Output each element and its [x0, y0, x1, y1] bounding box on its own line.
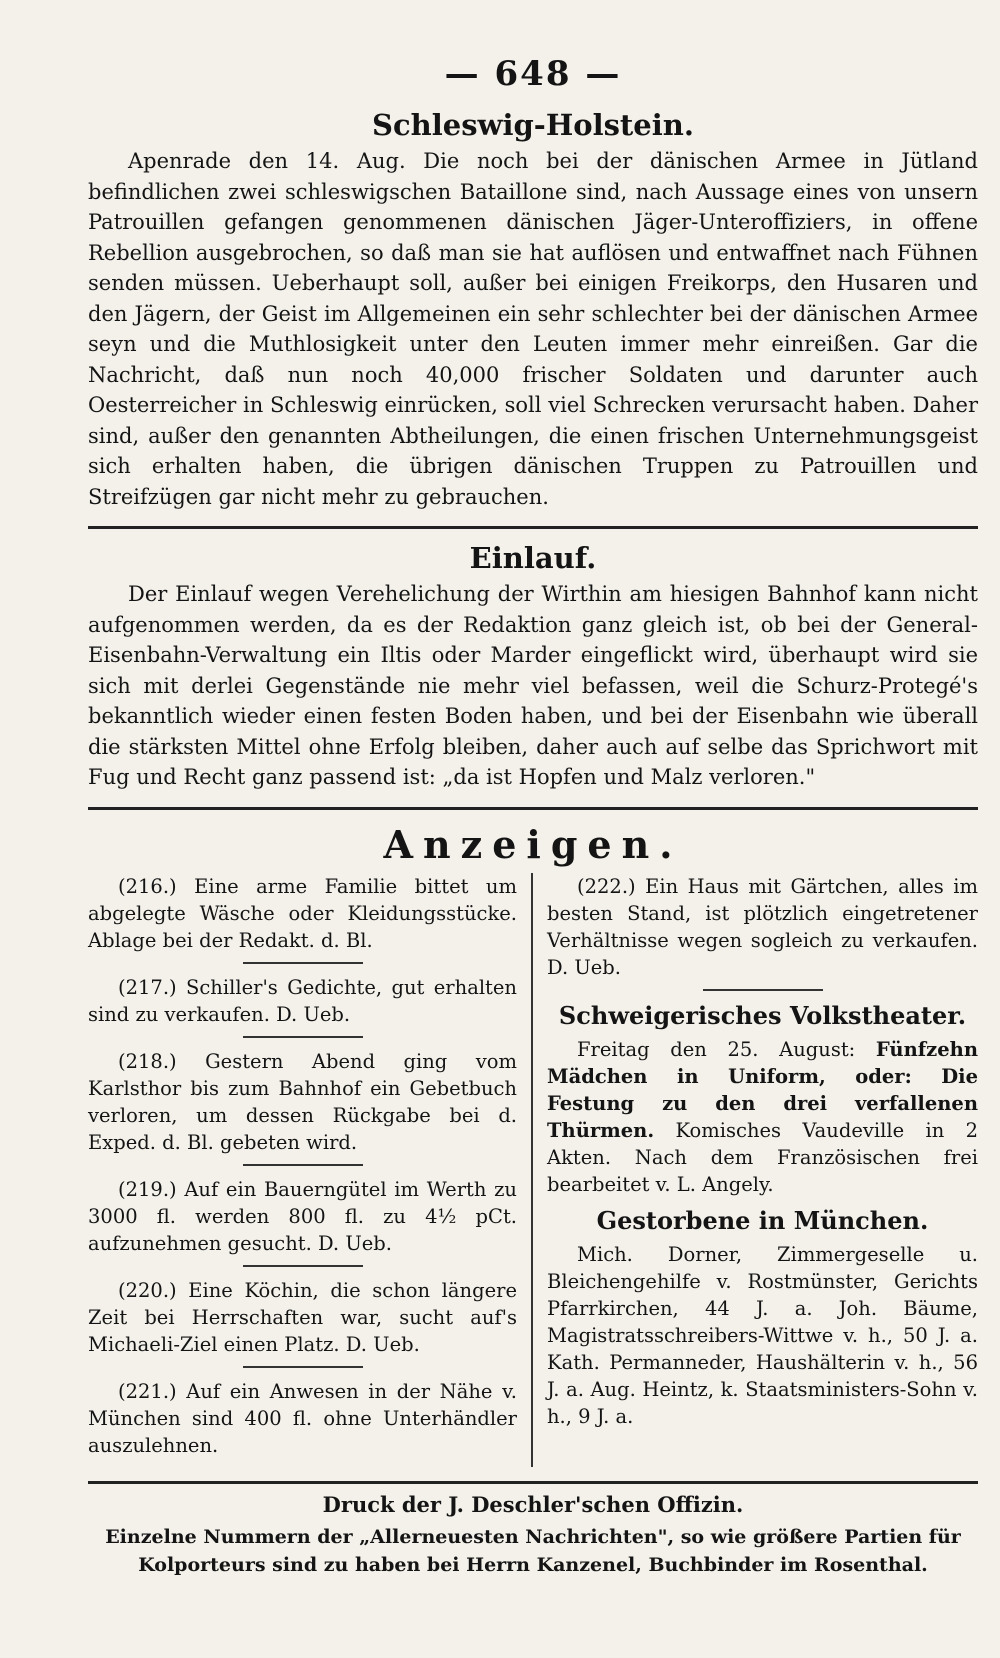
anzeigen-title: Anzeigen.	[383, 821, 683, 867]
ad-218: (218.) Gestern Abend ging vom Karlsthor bis zum Bahnhof ein Gebetbuch verloren, um dessen Rückgabe bei d. Exped. d. Bl. gebeten wird.	[88, 1049, 517, 1154]
section-divider	[88, 807, 978, 810]
ad-separator	[243, 1366, 363, 1368]
ad-216: (216.) Eine arme Familie bittet um abgelegte Wäsche oder Kleidungsstücke. Ablage bei der Redakt. d. Bl.	[88, 874, 517, 952]
ad-217: (217.) Schiller's Gedichte, gut erhalten sind zu verkaufen. D. Ueb.	[88, 975, 517, 1026]
anzeigen-right-column	[533, 873, 978, 1467]
page-number: — 648 —	[444, 54, 622, 94]
footer-divider	[88, 1481, 978, 1484]
ad-separator	[243, 962, 363, 964]
deaths-title: Gestorbene in München.	[596, 1205, 929, 1235]
section-title-einlauf: Einlauf.	[469, 541, 597, 575]
anzeigen-left-column	[88, 873, 533, 1467]
distribution-note: Einzelne Nummern der „Allerneuesten Nachrichten", so wie größere Partien für Kolporteurs sind zu haben bei Herrn Kanzenel, Buchbinder im Rosenthal.	[105, 1525, 961, 1576]
article-schleswig: Apenrade den 14. Aug. Die noch bei der dänischen Armee in Jütland befindlichen zwei schleswigschen Bataillone sind, nach Aussage eines von unsern Patrouillen gefangen genommenen dänischen Jäger-Unteroffiziers, in offene Rebellion ausgebrochen, so daß man sie hat auflösen und entwaffnet nach Fühnen senden müssen. Ueberhaupt soll, außer bei einigen Freikorps, den Husaren und den Jägern, der Geist im Allgemeinen ein sehr schlechter bei der dänischen Armee seyn und die Muthlosigkeit unter den Leuten immer mehr einreißen. Gar die Nachricht, daß nun noch 40,000 frischer Soldaten und darunter auch Oesterreicher in Schleswig einrücken, soll viel Schrecken verursacht haben. Daher sind, außer den genannten Abtheilungen, die einen frischen Unternehmungsgeist sich erhalten haben, die übrigen dänischen Truppen zu Patrouillen und Streifzügen gar nicht mehr zu gebrauchen.	[88, 149, 978, 509]
theater-announcement	[547, 1036, 978, 1198]
ad-separator	[243, 1265, 363, 1267]
section-title-schleswig: Schleswig-Holstein.	[372, 108, 694, 142]
ad-separator	[703, 989, 823, 991]
theater-title: Schweigerisches Volkstheater.	[558, 1000, 967, 1030]
ad-221: (221.) Auf ein Anwesen in der Nähe v. München sind 400 fl. ohne Unterhändler auszulehnen.	[88, 1379, 517, 1457]
article-einlauf: Der Einlauf wegen Verehelichung der Wirthin am hiesigen Bahnhof kann nicht aufgenommen werden, da es der Redaktion ganz gleich ist, ob bei der General-Eisenbahn-Verwaltung ein Iltis oder Marder eingeflickt wird, überhaupt wird sie sich mit derlei Gegenstände nie mehr viel befassen, weil die Schurz-Protegé's bekanntlich wieder einen festen Boden haben, und bei der Eisenbahn wie überall die stärksten Mittel ohne Erfolg bleiben, daher auch auf selbe das Sprichwort mit Fug und Recht ganz passend ist: „da ist Hopfen und Malz verloren."	[88, 582, 978, 789]
ad-separator	[243, 1036, 363, 1038]
printer-imprint: Druck der J. Deschler'schen Offizin.	[322, 1491, 744, 1517]
ad-219: (219.) Auf ein Bauerngütel im Werth zu 3000 fl. werden 800 fl. zu 4½ pCt. aufzunehmen gesucht. D. Ueb.	[88, 1177, 517, 1255]
section-divider	[88, 526, 978, 529]
theater-date: Freitag den 25. August:	[577, 1037, 856, 1061]
theater-play-title: Fünfzehn Mädchen in Uniform, oder: Die Festung zu den drei verfallenen Thürmen.	[547, 1037, 979, 1142]
ad-222: (222.) Ein Haus mit Gärtchen, alles im besten Stand, ist plötzlich eingetretener Verhältnisse wegen sogleich zu verkaufen. D. Ueb.	[547, 874, 978, 979]
theater-details: Komisches Vaudeville in 2 Akten. Nach dem Französischen frei bearbeitet v. L. Angely.	[547, 1118, 979, 1196]
ad-separator	[243, 1164, 363, 1166]
anzeigen-columns	[88, 873, 978, 1467]
deaths-list: Mich. Dorner, Zimmergeselle u. Bleichengehilfe v. Rostmünster, Gerichts Pfarrkirchen, 44 J. a. Joh. Bäume, Magistratsschreibers-Wittwe v. h., 50 J. a. Kath. Permanneder, Haushälterin v. h., 56 J. a. Aug. Heintz, k. Staatsministers-Sohn v. h., 9 J. a.	[547, 1242, 978, 1428]
ad-220: (220.) Eine Köchin, die schon längere Zeit bei Herrschaften war, sucht auf's Michaeli-Ziel einen Platz. D. Ueb.	[88, 1278, 517, 1356]
page-content	[88, 44, 978, 1579]
